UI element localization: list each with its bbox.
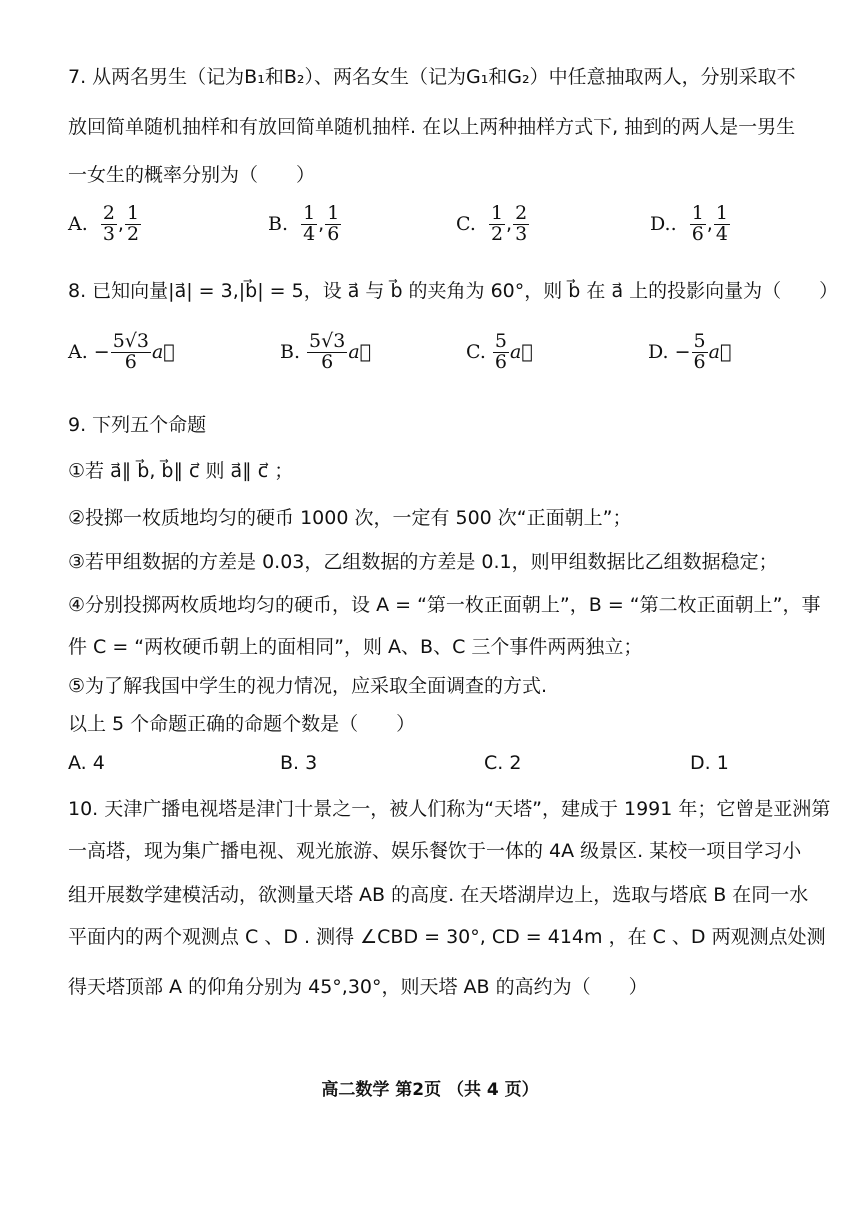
- q7-line-2: 放回简单随机抽样和有放回简单随机抽样. 在以上两种抽样方式下, 抽到的两人是一男生: [68, 116, 796, 138]
- q8-option-a[interactable]: A. − $\frac{5√3}{6}$ a⃗: [68, 330, 175, 373]
- q9-stem: 9. 下列五个命题: [68, 414, 207, 436]
- q10-line-4: 平面内的两个观测点 C 、D . 测得 ∠CBD = 30°, CD = 414m ，在 C 、D 两观测点处测: [68, 926, 826, 948]
- q9-option-d[interactable]: D. 1: [690, 752, 729, 774]
- q9-item-5: ⑤为了解我国中学生的视力情况，应采取全面调查的方式.: [68, 675, 548, 697]
- q9-option-b[interactable]: B. 3: [280, 752, 318, 774]
- q8-option-b[interactable]: B. $\frac{5√3}{6}$ a⃗: [280, 330, 372, 373]
- q9-item-4-cont: 件 C = “两枚硬币朝上的面相同”，则 A、B、C 三个事件两两独立；: [68, 636, 643, 658]
- q9-option-c[interactable]: C. 2: [484, 752, 522, 774]
- q7-line-1: 7. 从两名男生（记为B₁和B₂）、两名女生（记为G₁和G₂）中任意抽取两人，分别采取不: [68, 66, 796, 88]
- q10-line-1: 10. 天津广播电视塔是津门十景之一，被人们称为“天塔”，建成于 1991 年；它曾是亚洲第: [68, 798, 831, 820]
- q9-item-3: ③若甲组数据的方差是 0.03，乙组数据的方差是 0.1，则甲组数据比乙组数据稳定；: [68, 551, 778, 573]
- page-footer: 高二数学 第2页 （共 4 页）: [321, 1080, 539, 1100]
- q10-line-3: 组开展数学建模活动，欲测量天塔 AB 的高度. 在天塔湖岸边上，选取与塔底 B 在同一水: [68, 884, 809, 906]
- q7-option-c[interactable]: C. $\frac{1}{2}$ , $\frac{2}{3}$: [456, 202, 528, 245]
- q9-option-a[interactable]: A. 4: [68, 752, 105, 774]
- q9-item-4: ④分别投掷两枚质地均匀的硬币，设 A = “第一枚正面朝上”，B = “第二枚正面朝上”，事: [68, 594, 821, 616]
- q10-line-5: 得天塔顶部 A 的仰角分别为 45°,30°，则天塔 AB 的高约为（ ）: [68, 976, 648, 998]
- q8-stem: 8. 已知向量|a⃗| = 3,|b⃗| = 5，设 a⃗ 与 b⃗ 的夹角为 60°，则 b⃗ 在 a⃗ 上的投影向量为（ ）: [68, 280, 839, 302]
- q7-option-b[interactable]: B. $\frac{1}{4}$ , $\frac{1}{6}$: [268, 202, 340, 245]
- q9-item-2: ②投掷一枚质地均匀的硬币 1000 次，一定有 500 次“正面朝上”；: [68, 507, 632, 529]
- q7-option-d[interactable]: D.. $\frac{1}{6}$ , $\frac{1}{4}$: [650, 202, 728, 245]
- q7-line-3: 一女生的概率分别为（ ）: [68, 164, 316, 186]
- q10-line-2: 一高塔，现为集广播电视、观光旅游、娱乐餐饮于一体的 4A 级景区. 某校一项目学习小: [68, 840, 802, 862]
- q8-option-d[interactable]: D. − $\frac{5}{6}$ a⃗: [648, 330, 732, 373]
- q8-option-c[interactable]: C. $\frac{5}{6}$ a⃗: [466, 330, 533, 373]
- q9-item-1: ①若 a⃗∥ b⃗, b⃗∥ c⃗ 则 a⃗∥ c⃗ ；: [68, 460, 294, 482]
- q7-option-a[interactable]: A. $\frac{2}{3}$ , $\frac{1}{2}$: [68, 202, 140, 245]
- q9-question: 以上 5 个命题正确的命题个数是（ ）: [68, 713, 416, 735]
